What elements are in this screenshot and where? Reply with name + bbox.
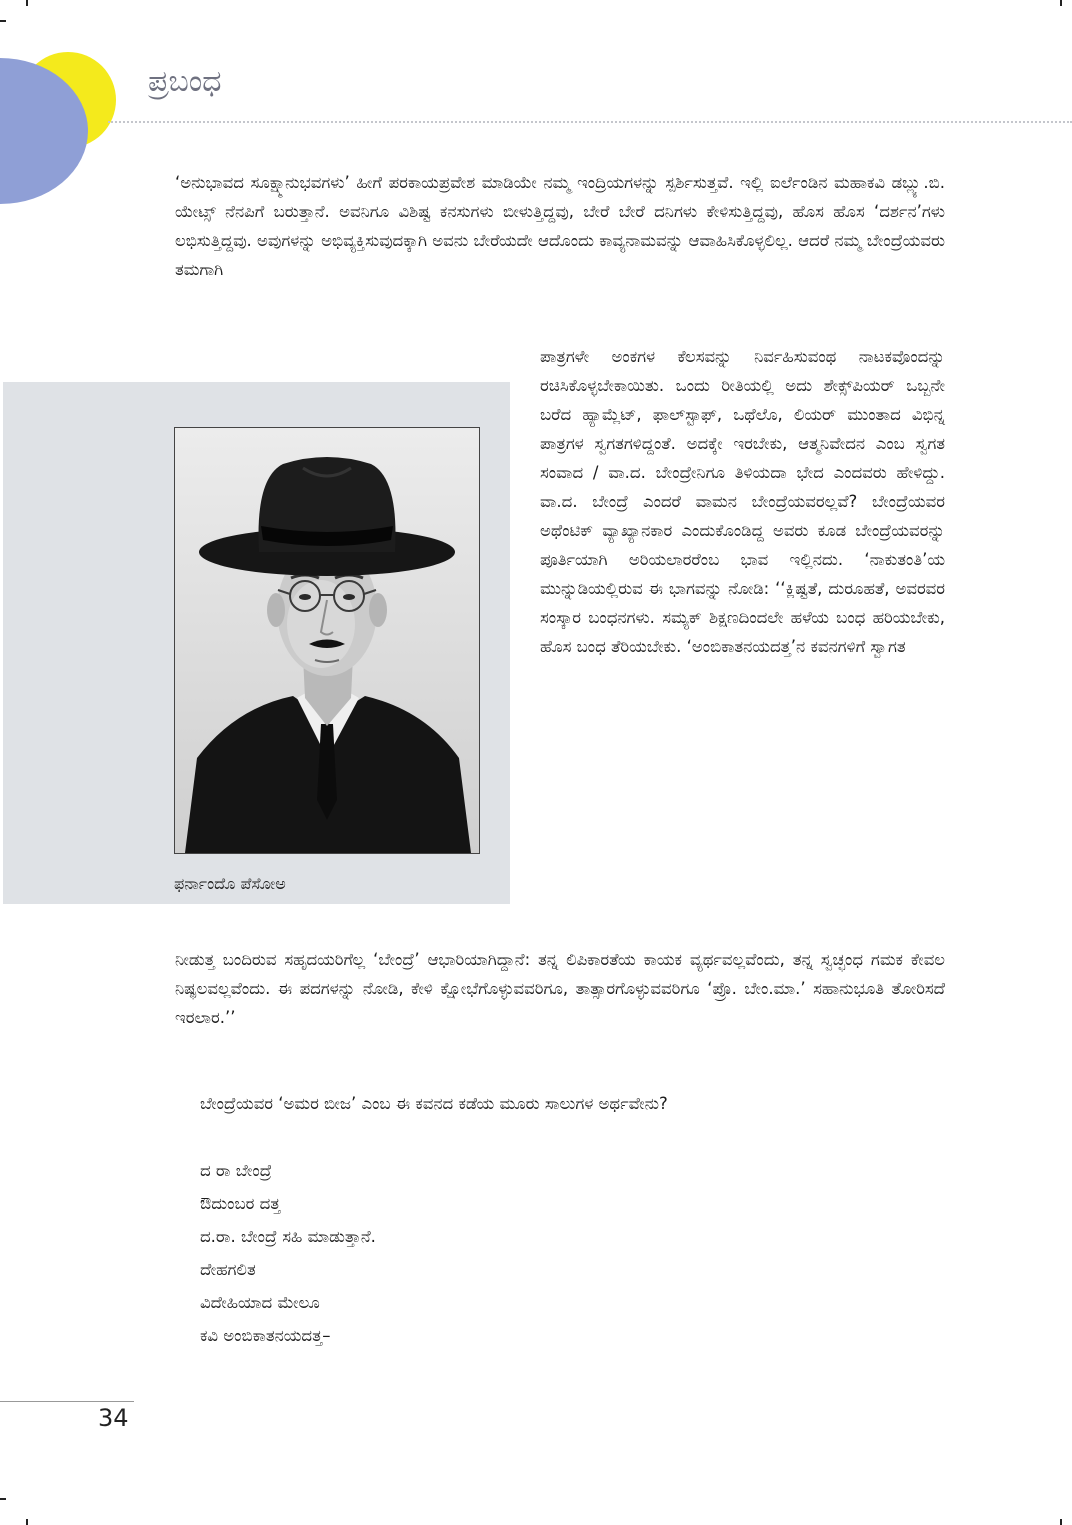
verse-line: ಕವಿ ಅಂಬಿಕಾತನಯದತ್ತ–: [200, 1326, 331, 1345]
verse-line: ದ.ರಾ. ಬೇಂದ್ರೆ ಸಹಿ ಮಾಡುತ್ತಾನೆ.: [200, 1227, 376, 1246]
verse-line: ದ ರಾ ಬೇಂದ್ರೆ: [200, 1161, 272, 1180]
portrait-photo: [174, 427, 480, 854]
crop-mark: [0, 1498, 6, 1500]
portrait-illustration: [175, 428, 479, 853]
verse-line: ದೇಹಗಲಿತ: [200, 1260, 256, 1279]
crop-mark: [26, 1519, 28, 1525]
body-paragraph-bottom: ನೀಡುತ್ತ ಬಂದಿರುವ ಸಹೃದಯರಿಗೆಲ್ಲ ‘ಬೇಂದ್ರೆ’ ಆಭಾರಿಯಾಗಿದ್ದಾನೆ: ತನ್ನ ಲಿಪಿಕಾರತೆಯ ಕಾಯಕ ವ್ಯರ್ಥವಲ್ಲವೆಂದು, ತನ್ನ ಸ್ವಚ್ಛಂಧ ಗಮಕ ಕೇವಲ ನಿಷ್ಫಲವಲ್ಲವೆಂದು. ಈ ಪದಗಳನ್ನು ನೋಡಿ, ಕೇಳಿ ಕ್ಷೋಭೆಗೊಳ್ಳುವವರಿಗೂ, ತಾತ್ಸಾರಗೊಳ್ಳುವವರಿಗೂ ‘ಪ್ರೊ. ಬೇಂ.ಮಾ.’ ಸಹಾನುಭೂತಿ ತೋರಿಸದೆ ಇರಲಾರ.’’: [175, 950, 945, 1027]
crop-mark: [26, 0, 28, 6]
crop-mark: [1060, 1519, 1062, 1525]
crop-mark: [1060, 0, 1062, 6]
dotted-divider: [108, 121, 1072, 123]
verse-block: [200, 1154, 376, 1352]
body-paragraph-side: ಪಾತ್ರಗಳೇ ಅಂಕಗಳ ಕೆಲಸವನ್ನು ನಿರ್ವಹಿಸುವಂಥ ನಾಟಕವೊಂದನ್ನು ರಚಿಸಿಕೊಳ್ಳಬೇಕಾಯಿತು. ಒಂದು ರೀತಿಯಲ್ಲಿ ಅದು ಶೇಕ್ಸ್‌ಪಿಯರ್ ಒಬ್ಬನೇ ಬರೆದ ಹ್ಯಾಮ್ಲೆಟ್, ಫಾಲ್‌ಸ್ಟಾಫ್, ಒಥೆಲೊ, ಲಿಯರ್ ಮುಂತಾದ ವಿಭಿನ್ನ ಪಾತ್ರಗಳ ಸ್ವಗತಗಳಿದ್ದಂತೆ. ಅದಕ್ಕೇ ಇರಬೇಕು, ಆತ್ಮನಿವೇದನ ಎಂಬ ಸ್ವಗತ ಸಂವಾದ / ವಾ.ದ. ಬೇಂದ್ರೇನಿಗೂ ತಿಳಿಯದಾ ಭೇದ ಎಂದವರು ಹೇಳಿದ್ದು. ವಾ.ದ. ಬೇಂದ್ರೆ ಎಂದರೆ ವಾಮನ ಬೇಂದ್ರೆಯವರಲ್ಲವೆ? ಬೇಂದ್ರೆಯವರ ಅಥೆಂಟಿಕ್ ವ್ಯಾಖ್ಯಾನಕಾರ ಎಂದುಕೊಂಡಿದ್ದ ಅವರು ಕೂಡ ಬೇಂದ್ರೆಯವರನ್ನು ಪೂರ್ತಿಯಾಗಿ ಅರಿಯಲಾರರೆಂಬ ಭಾವ ಇಲ್ಲಿನದು. ‘ನಾಕುತಂತಿ’ಯ ಮುನ್ನುಡಿಯಲ್ಲಿರುವ ಈ ಭಾಗವನ್ನು ನೋಡಿ: ‘‘ಕ್ಲಿಷ್ಟತೆ, ದುರೂಹತೆ, ಅವರವರ ಸಂಸ್ಕಾರ ಬಂಧನಗಳು. ಸಮ್ಯಕ್ ಶಿಕ್ಷಣದಿಂದಲೇ ಹಳೆಯ ಬಂಧ ಹರಿಯಬೇಕು, ಹೊಸ ಬಂಧ ತೆರಿಯಬೇಕು. ‘ಅಂಬಿಕಾತನಯದತ್ತ’ನ ಕವನಗಳಿಗೆ ಸ್ವಾಗತ: [540, 347, 945, 656]
figure-caption: ಫರ್ನಾಂದೊ ಪೆಸೋಅ: [174, 874, 286, 893]
crop-mark: [0, 20, 6, 22]
verse-line: ಔದುಂಬರ ದತ್ತ: [200, 1194, 281, 1213]
verse-line: ವಿದೇಹಿಯಾದ ಮೇಲೂ: [200, 1293, 320, 1312]
question-line: ಬೇಂದ್ರೆಯವರ ‘ಅಮರ ಬೀಜ’ ಎಂಬ ಈ ಕವನದ ಕಡೆಯ ಮೂರು ಸಾಲುಗಳ ಅರ್ಥವೇನು?: [200, 1094, 668, 1113]
body-paragraph-1: ‘ಅನುಭಾವದ ಸೂಕ್ಷ್ಮಾನುಭವಗಳು’ ಹೀಗೆ ಪರಕಾಯಪ್ರವೇಶ ಮಾಡಿಯೇ ನಮ್ಮ ಇಂದ್ರಿಯಗಳನ್ನು ಸ್ಪರ್ಶಿಸುತ್ತವೆ. ಇಲ್ಲಿ ಐರ್ಲೆಂಡಿನ ಮಹಾಕವಿ ಡಬ್ಲ್ಯು.ಬಿ. ಯೇಟ್ಸ್ ನೆನಪಿಗೆ ಬರುತ್ತಾನೆ. ಅವನಿಗೂ ವಿಶಿಷ್ಟ ಕನಸುಗಳು ಬೀಳುತ್ತಿದ್ದವು, ಬೇರೆ ಬೇರೆ ದನಿಗಳು ಕೇಳಿಸುತ್ತಿದ್ದವು, ಹೊಸ ಹೊಸ ‘ದರ್ಶನ’ಗಳು ಲಭಿಸುತ್ತಿದ್ದವು. ಅವುಗಳನ್ನು ಅಭಿವ್ಯಕ್ತಿಸುವುದಕ್ಕಾಗಿ ಅವನು ಬೇರೆಯದೇ ಆದೊಂದು ಕಾವ್ಯನಾಮವನ್ನು ಆವಾಹಿಸಿಕೊಳ್ಳಲಿಲ್ಲ. ಆದರೆ ನಮ್ಮ ಬೇಂದ್ರೆಯವರು ತಮಗಾಗಿ: [175, 173, 945, 279]
page-number: 34: [98, 1404, 129, 1432]
footer-rule: [0, 1401, 134, 1402]
section-title: ಪ್ರಬಂಧ: [148, 64, 222, 99]
figure-panel: [3, 382, 510, 904]
